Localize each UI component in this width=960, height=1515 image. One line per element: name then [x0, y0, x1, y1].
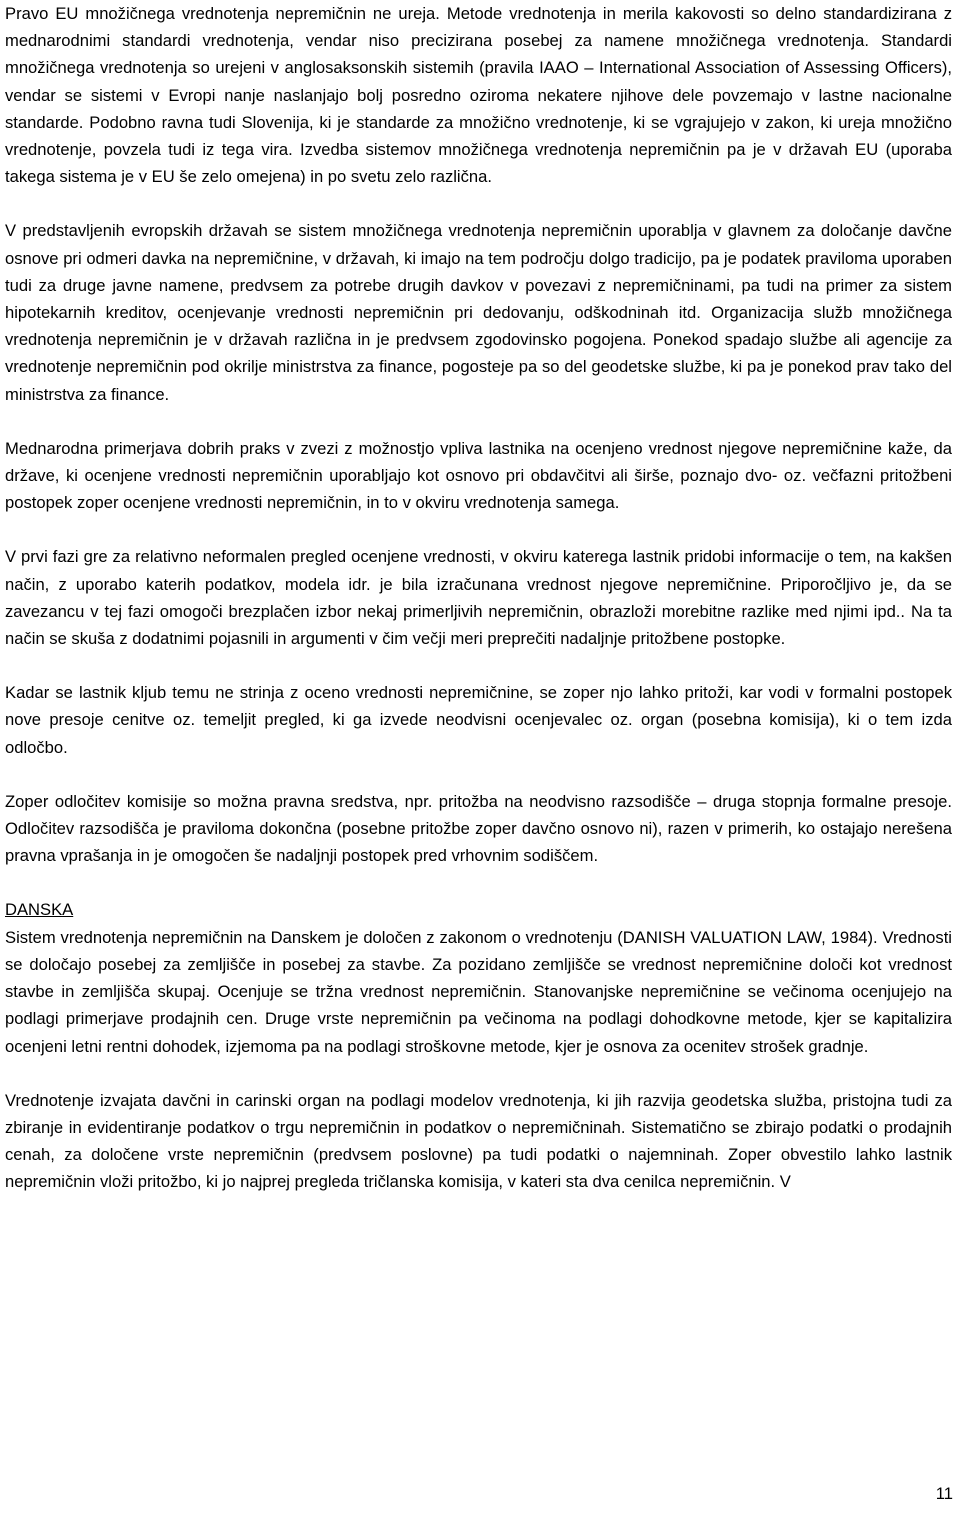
section-heading: DANSKA [5, 900, 74, 920]
document-page [5, 0, 952, 1196]
paragraph-first-phase: V prvi fazi gre za relativno neformalen pregled ocenjene vrednosti, v okviru katerega lastnik pridobi informacije o tem, na kakšen način, z uporabo katerih podatkov, modela idr. je bila izračunana vrednost njegove nepremičnine. Priporočljivo je, da se zavezancu v tej fazi omogoči brezplačen izbor nekaj primerljivih nepremičnin, obrazloži morebitne razlike med njimi ipd.. Na ta način se skuša z dodatnimi pojasnili in argumenti v čim večji meri preprečiti nadaljnje pritožbene postopke. [5, 547, 952, 649]
paragraph-eu-law: Pravo EU množičnega vrednotenja nepremičnin ne ureja. Metode vrednotenja in merila kakovosti so delno standardizirana z mednarodnimi standardi vrednotenja, vendar niso precizirana posebej za namene množičnega vrednotenja. Standardi množičnega vrednotenja so urejeni v anglosaksonskih sistemih (pravila IAAO – International Association of Assessing Officers), vendar se sistemi v Evropi nanje naslanjajo bolj posredno oziroma nekatere njihove dele povzemajo v lastne nacionalne standarde. Podobno ravna tudi Slovenija, ki je standarde za množično vrednotenje, ki se vgrajujejo v zakon, ki ureja množično vrednotenje, povzela tudi iz tega vira. Izvedba sistemov množičnega vrednotenja nepremičnin pa je v državah EU (uporaba takega sistema je v EU še zelo omejena) in po svetu zelo različna. [5, 4, 952, 187]
paragraph-danish-implementation: Vrednotenje izvajata davčni in carinski organ na podlagi modelov vrednotenja, ki jih razvija geodetska služba, pristojna tudi za zbiranje in evidentiranje podatkov o trgu nepremičnin in podatkov o nepremičninah. Sistematično se zbirajo podatki o prodajnih cenah, za določene vrste nepremičnin (predvsem poslovne) pa tudi podatki o najemninah. Zoper obvestilo lahko lastnik nepremičnin vloži pritožbo, ki jo najprej pregleda tričlanska komisija, v kateri sta dva cenilca nepremičnin. V [5, 1090, 952, 1192]
page-number: 11 [935, 1484, 953, 1503]
paragraph-appeal: Kadar se lastnik kljub temu ne strinja z oceno vrednosti nepremičnine, se zoper njo lahko pritoži, kar vodi v formalni postopek nove presoje cenitve oz. temeljit pregled, ki ga izvede neodvisni ocenjevalec oz. organ (posebna komisija), ki o tem izda odločbo. [5, 683, 952, 757]
paragraph-legal-remedies: Zoper odločitev komisije so možna pravna sredstva, npr. pritožba na neodvisno razsodišče – druga stopnja formalne presoje. Odločitev razsodišča je praviloma dokončna (posebne pritožbe zoper davčno osnovo ni), razen v primerih, ko ostajajo nerešena pravna vprašanja in je omogočen še nadaljnji postopek pred vrhovnim sodiščem. [5, 791, 952, 866]
section-danska [5, 896, 952, 1059]
paragraph-danish-system: Sistem vrednotenja nepremičnin na Danskem je določen z zakonom o vrednotenju (DANISH VALUATION LAW, 1984). Vrednosti se določajo posebej za zemljišče in posebej za stavbe. Za pozidano zemljišče se vrednost nepremičnine določi kot vrednost stavbe in zemljišča skupaj. Ocenjuje se tržna vrednost nepremičnin. Stanovanjske nepremičnine se večinoma ocenjujejo na podlagi primerjave prodajnih cen. Druge vrste nepremičnin pa večinoma na podlagi dohodkovne metode, kjer se kapitalizira ocenjeni letni rentni dohodek, izjemoma pa na podlagi stroškovne metode, kjer je osnova za ocenitev strošek gradnje. [5, 927, 952, 1056]
paragraph-international-comparison: Mednarodna primerjava dobrih praks v zvezi z možnostjo vpliva lastnika na ocenjeno vrednost njegove nepremičnine kaže, da države, ki ocenjene vrednosti nepremičnin uporabljajo kot osnovo pri obdavčitvi ali širše, poznajo dvo- oz. večfazni pritožbeni postopek zoper ocenjene vrednosti nepremičnin, in to v okviru vrednotenja samega. [5, 438, 952, 513]
paragraph-european-states: V predstavljenih evropskih državah se sistem množičnega vrednotenja nepremičnin uporablja v glavnem za določanje davčne osnove pri odmeri davka na nepremičnine, v državah, ki imajo na tem področju dolgo tradicijo, pa je podatek praviloma uporaben tudi za druge javne namene, predvsem za potrebe drugih davkov v povezavi z nepremičninami, pa tudi na primer za sistem hipotekarnih kreditov, ocenjevanje vrednosti nepremičnin pri dedovanju, odškodninah itd. Organizacija služb množičnega vrednotenja nepremičnin je v državah različna in je predvsem zgodovinsko pogojena. Ponekod spadajo službe ali agencije za vrednotenje nepremičnin pod okrilje ministrstva za finance, pogosteje pa so del geodetske službe, ki pa je ponekod prav tako del ministrstva za finance. [5, 221, 952, 404]
